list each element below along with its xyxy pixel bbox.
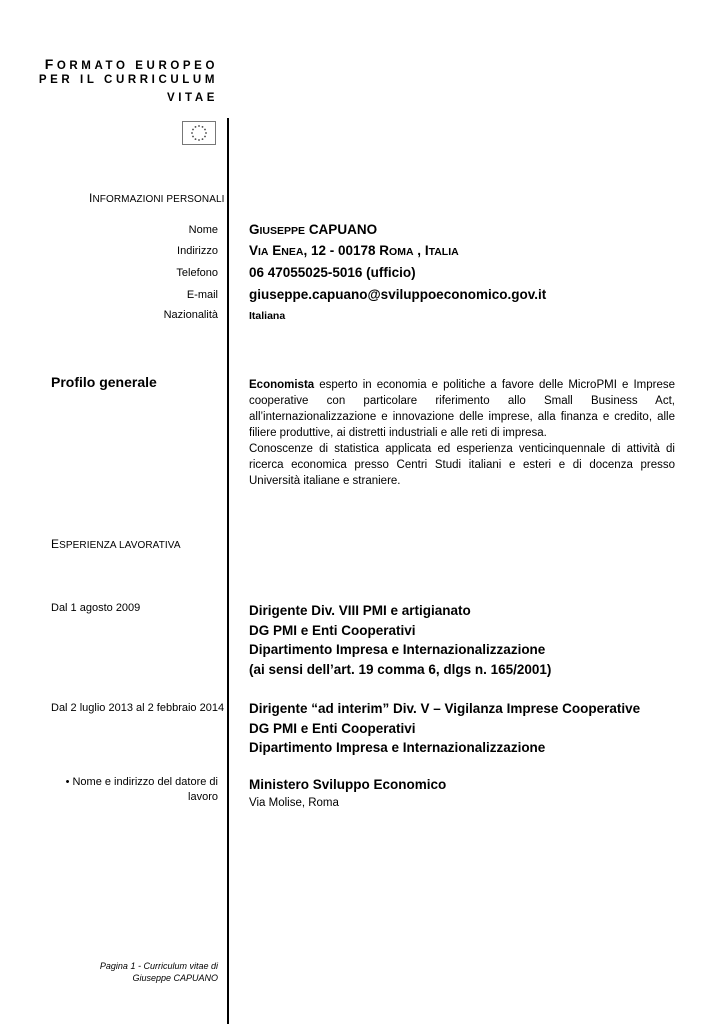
section-initial: I [89, 191, 93, 205]
cv-header-line-3: VITAE [166, 92, 218, 104]
employer-label: • Nome e indirizzo del datore di lavoro [65, 776, 218, 803]
footer-prefix: Pagina [99, 961, 128, 971]
job-line: Dirigente Div. VIII PMI e artigianato [249, 603, 471, 618]
job-description [249, 699, 640, 758]
job-line: Dipartimento Impresa e Internazionalizzazione [249, 740, 546, 755]
profile-lead: Economista [249, 379, 315, 391]
label-phone: Telefono [176, 267, 218, 279]
profile-paragraph-2: Conoscenze di statistica applicata ed esperienza venticinquennale di attività di ricerca economica presso Centri Studi italiani e esteri e di docenza presso Università italiane e straniere. [249, 443, 675, 487]
header-line-1-text: ORMATO EUROPEO [56, 60, 218, 72]
footer-suffix: - Curriculum vitae di [137, 961, 218, 971]
profile-title: Profilo generale [51, 374, 157, 390]
job-line: (ai sensi dell’art. 19 comma 6, dlgs n. 165/2001) [249, 661, 552, 677]
job-date: Dal 2 luglio 2013 al 2 febbraio 2014 [51, 702, 225, 714]
label-nationality: Nazionalità [163, 309, 218, 321]
address-part-1: IA [258, 246, 269, 258]
address-country-rest: TALIA [428, 246, 459, 258]
employer-name: Ministero Sviluppo Economico [249, 777, 447, 792]
address-city-initial: R [379, 243, 390, 258]
label-name: Nome [188, 224, 218, 236]
employer-address: Via Molise, Roma [249, 797, 339, 809]
page-number: 1 [130, 961, 136, 971]
section-title-personal [89, 191, 225, 205]
name-rest: IUSEPPE [259, 225, 306, 237]
address-part-2: NEA [281, 246, 304, 258]
profile-paragraph-1-text: esperto in economia e politiche a favore delle MicroPMI e Imprese cooperative con particolare riferimento allo Small Business Act, all’internazionalizzazione e innovazione delle imprese, alla finanza e credito, alle filiere produttive, ai distretti industriali e alle reti di impresa. [249, 379, 675, 439]
label-email: E-mail [186, 289, 218, 301]
name-initial: G [249, 222, 260, 237]
job-description [249, 601, 551, 679]
profile-paragraph-1 [249, 377, 675, 441]
value-phone: 06 47055025-5016 (ufficio) [249, 265, 416, 280]
footer-line-2: Giuseppe CAPUANO [132, 973, 218, 983]
page-footer [100, 960, 218, 984]
address-initial: V [249, 243, 259, 258]
address-initial-2: E [272, 243, 282, 258]
job-line: DG PMI e Enti Cooperativi [249, 720, 416, 736]
column-divider [227, 118, 229, 1024]
section-title-experience [51, 537, 181, 551]
header-initial: F [44, 56, 57, 72]
job-line: DG PMI e Enti Cooperativi [249, 622, 416, 638]
address-number: , 12 - 00178 [303, 243, 376, 258]
section-title-text: NFORMAZIONI PERSONALI [92, 194, 225, 205]
job-date: Dal 1 agosto 2009 [51, 602, 141, 614]
job-line: Dirigente “ad interim” Div. V – Vigilanza Imprese Cooperative [249, 701, 641, 716]
cv-header-line-2: PER IL CURRICULUM [38, 74, 218, 86]
section-initial: E [51, 537, 60, 551]
section-title-text: SPERIENZA LAVORATIVA [59, 540, 181, 551]
cv-header-line-1 [45, 56, 218, 72]
address-city-rest: OMA [389, 246, 414, 258]
footer-line-1 [100, 960, 218, 972]
value-email[interactable]: giuseppe.capuano@sviluppoeconomico.gov.it [249, 287, 547, 302]
value-nationality: Italiana [249, 310, 286, 322]
eu-flag-icon [182, 121, 216, 145]
label-address: Indirizzo [177, 245, 218, 257]
value-address: VIA ENEA, 12 - 00178 ROMA , ITALIA [249, 243, 459, 258]
surname: CAPUANO [308, 222, 378, 237]
profile-body [249, 377, 675, 489]
value-name [249, 222, 377, 237]
address-country-initial: I [424, 243, 429, 258]
job-line: Dipartimento Impresa e Internazionalizzazione [249, 642, 546, 657]
